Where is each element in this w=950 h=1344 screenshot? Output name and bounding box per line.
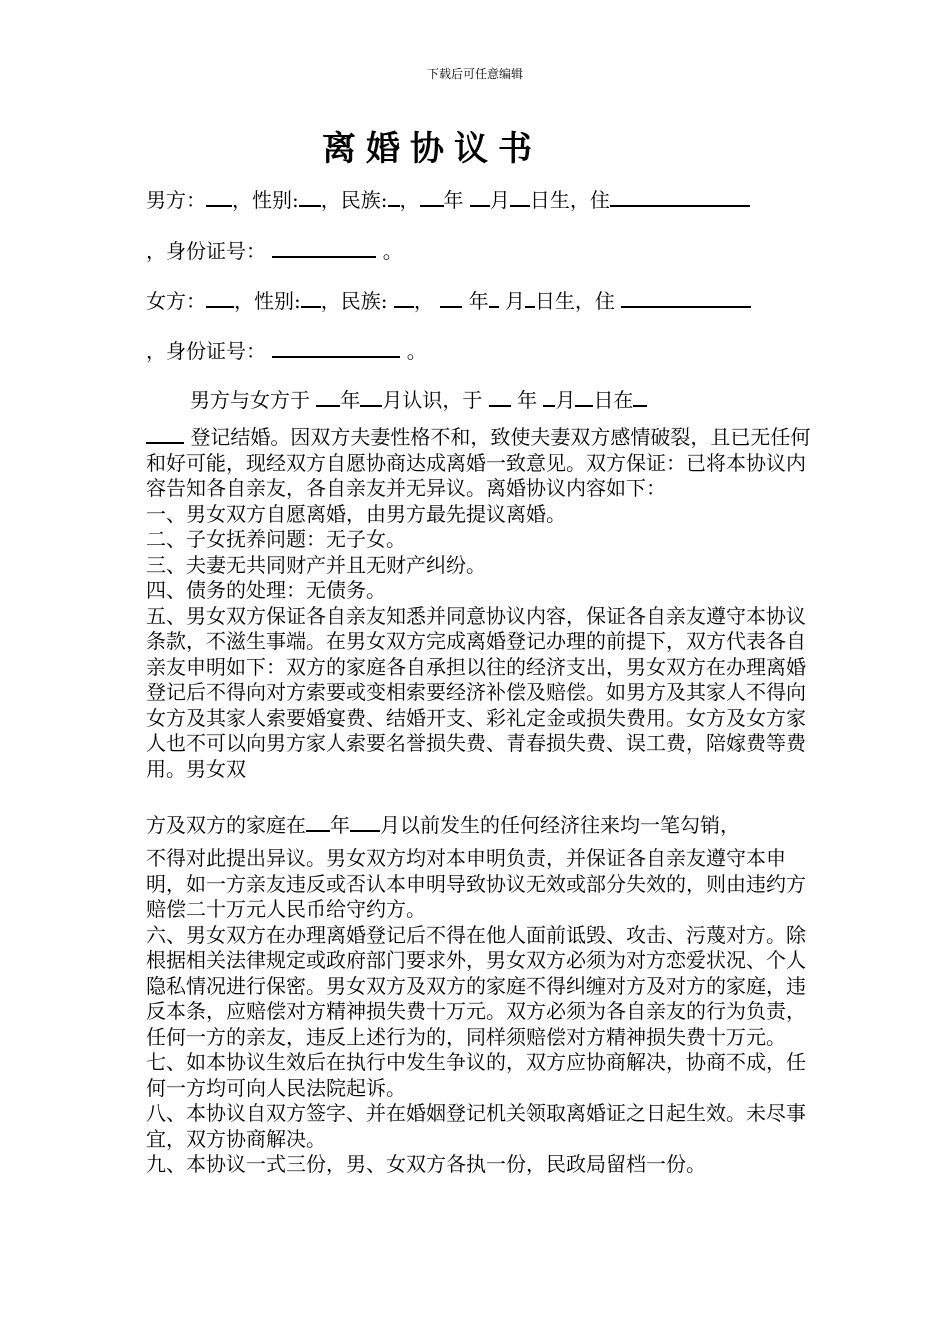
male-month-label: 月 [489,188,510,212]
male-year-label: 年 [443,188,464,212]
male-day-live-label: 日生，住 [529,188,610,212]
meet-prefix: 男方与女方于 [190,388,310,412]
intro-paragraph [146,424,816,502]
marry-day-blank[interactable] [575,387,593,407]
male-gender-label: ，性别: [232,188,299,212]
document-title: 离婚协议书 [322,129,542,169]
clause-5-year-blank[interactable] [306,812,330,832]
female-address-blank[interactable] [621,288,751,308]
male-id-label: ，身份证号： [146,239,266,263]
female-label: 女方： [146,289,206,313]
male-id-blank[interactable] [272,238,376,258]
marry-place-blank-2[interactable] [146,424,184,444]
female-gender-blank[interactable] [301,288,321,308]
clause-5-date-rest: 月以前发生的任何经济往来均一笔勾销， [380,813,740,837]
clause-3: 三、夫妻无共同财产并且无财产纠纷。 [146,552,486,577]
male-id-end: 。 [382,239,403,263]
female-info-line: 女方： ，性别: ，民族: ， 年 月 日生，住 [146,287,751,315]
marry-day-label: 日在 [593,388,634,412]
male-year-blank[interactable] [420,187,444,207]
male-address-blank[interactable] [610,187,750,207]
female-gender-label: ，性别: [234,289,301,313]
female-year-blank[interactable] [440,288,462,308]
intro-text: 登记结婚。因双方夫妻性格不和，致使夫妻双方感情破裂，且已无任何和好可能，现经双方自愿协商达成离婚一致意见。双方保证：已将本协议内容告知各自亲友，各自亲友并无异议。离婚协议内容如下： [146,425,811,500]
female-ethnic-blank[interactable] [394,288,414,308]
male-info-line: 男方： ，性别: ，民族: ， 年 月 日生，住 [146,186,750,214]
clause-5-date-prefix: 方及双方的家庭在 [146,813,306,837]
header-note: 下载后可任意编辑 [426,67,523,81]
male-name-blank[interactable] [206,187,232,207]
male-month-blank[interactable] [470,187,490,207]
male-id-line [146,237,403,265]
female-day-live-label: 日生，住 [534,289,615,313]
male-label: 男方： [146,188,206,212]
clause-5-continued: 不得对此提出异议。男女双方均对本申明负责，并保证各自亲友遵守本申明，如一方亲友违反或否认本申明导致协议无效或部分失效的，则由违约方赔偿二十万元人民币给守约方。 [146,846,806,921]
clause-9: 九、本协议一式三份，男、女双方各执一份，民政局留档一份。 [146,1152,706,1176]
male-ethnic-label: ，民族: [320,188,388,212]
marry-month-label: 月 [555,388,576,412]
female-ethnic-label: ，民族: [320,289,388,313]
male-ethnic-blank[interactable] [388,187,400,207]
clause-5-date-line [146,811,816,839]
female-id-line [146,337,427,365]
female-id-blank[interactable] [272,338,400,358]
meet-month-blank[interactable] [360,387,382,407]
female-day-blank[interactable] [525,288,535,308]
meet-year-label: 年 [340,388,361,412]
marry-year-blank[interactable] [489,387,511,407]
meet-year-blank[interactable] [316,387,340,407]
clause-7: 七、如本协议生效后在执行中发生争议的，双方应协商解决，协商不成，任何一方均可向人民法院起诉。 [146,1050,806,1100]
clause-2: 二、子女抚养问题：无子女。 [146,527,406,551]
clause-4: 四、债务的处理：无债务。 [146,578,386,602]
clause-5-month-blank[interactable] [350,812,380,832]
clause-8: 八、本协议自双方签字、并在婚姻登记机关领取离婚证之日起生效。未尽事宜，双方协商解决。 [146,1101,806,1151]
clause-1: 一、男女双方自愿离婚，由男方最先提议离婚。 [146,501,566,526]
clause-6: 六、男女双方在办理离婚登记后不得在他人面前诋毁、攻击、污蔑对方。除根据相关法律规定或政府部门要求外，男女双方必须为对方恋爱状况、个人隐私情况进行保密。男女双方及双方的家庭不得纠缠对方及对方的家庭，违反本条，应赔偿对方精神损失费十万元。双方必须为各自亲友的行为负责，任何一方的亲友，违反上述行为的，同样须赔偿对方精神损失费十万元。 [146,922,806,1049]
marry-place-blank[interactable] [633,387,647,407]
meet-month-label: 月认识，于 [382,388,483,412]
female-month-blank[interactable] [489,288,499,308]
male-day-blank[interactable] [510,187,530,207]
female-id-end: 。 [406,339,427,363]
marry-month-blank[interactable] [543,387,555,407]
female-year-label: 年 [468,289,489,313]
marry-year-label: 年 [517,388,538,412]
male-gender-blank[interactable] [299,187,321,207]
agreement-body-continued [146,846,816,1178]
female-name-blank[interactable] [206,288,234,308]
agreement-body [146,424,816,782]
female-month-label: 月 [504,289,525,313]
meeting-line [190,386,647,414]
clause-5: 五、男女双方保证各自亲友知悉并同意协议内容，保证各自亲友遵守本协议条款，不滋生事端。在男女双方完成离婚登记办理的前提下，双方代表各自亲友申明如下：双方的家庭各自承担以往的经济支出，男女双方在办理离婚登记后不得向对方索要或变相索要经济补偿及赔偿。如男方及其家人不得向女方及其家人索要婚宴费、结婚开支、彩礼定金或损失费用。女方及女方家人也不可以向男方家人索要名誉损失费、青春损失费、误工费，陪嫁费等费用。男女双 [146,603,806,781]
clause-5-year-label: 年 [330,813,350,837]
female-id-label: ，身份证号： [146,339,266,363]
